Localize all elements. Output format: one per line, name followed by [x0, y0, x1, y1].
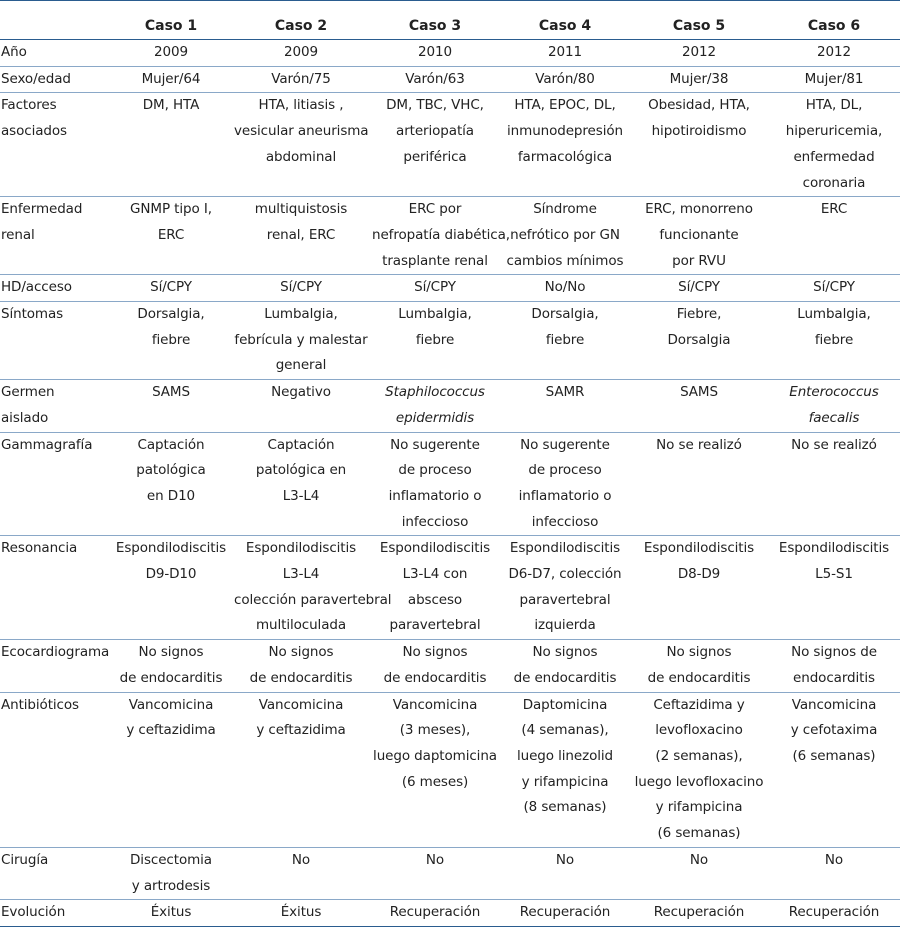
cell-line: absceso [407, 591, 463, 608]
cell-line: 2012 [817, 44, 851, 60]
cell-line: Dorsalgia [667, 331, 731, 348]
table-cell [768, 536, 900, 640]
table-row [0, 900, 900, 927]
cell-line: Vancomicina [258, 696, 344, 713]
cell-line: Mujer/64 [141, 70, 201, 87]
cell-line: de endocarditis [513, 669, 617, 686]
table-cell [370, 40, 500, 67]
cell-line: Ceftazidima y [653, 696, 745, 713]
cell-line: y rifampicina [521, 773, 609, 790]
cell-line: 2012 [682, 44, 716, 60]
cell-line: patológica en [255, 462, 347, 479]
cell-line: nefrótico por GN [510, 226, 620, 243]
cell-line: en D10 [146, 487, 196, 504]
header-cell-caso-6: Caso 6 [768, 13, 900, 40]
table-cell [110, 93, 232, 197]
table-cell [500, 847, 630, 899]
cell-line: multiquistosis [254, 201, 348, 218]
cell-line: Recuperación [788, 904, 880, 921]
cell-line: Sí/CPY [678, 279, 720, 296]
table-cell [110, 640, 232, 692]
cell-line: paravertebral [389, 617, 481, 634]
row-label [0, 432, 110, 536]
cell-line: epidermidis [395, 409, 475, 426]
row-label [0, 536, 110, 640]
table-cell [500, 275, 630, 302]
cell-line: endocarditis [793, 669, 875, 686]
cell-line: inflamatorio o [518, 487, 612, 504]
cell-line: Captación [137, 436, 205, 453]
cell-line: HTA, DL, [805, 97, 863, 114]
table-cell [768, 197, 900, 275]
table-cell [768, 380, 900, 432]
table-cell [768, 640, 900, 692]
cell-line: 2009 [284, 44, 318, 60]
row-label-line: Año [1, 44, 27, 60]
cell-line: y artrodesis [131, 877, 211, 894]
cell-line: No se realizó [656, 436, 742, 453]
cell-line: izquierda [534, 617, 596, 634]
row-label [0, 40, 110, 67]
cell-line: Síndrome [533, 201, 597, 218]
cell-line: (3 meses), [399, 722, 471, 739]
cell-line: Obesidad, HTA, [648, 97, 750, 114]
cell-line: Espondilodiscitis [643, 540, 755, 557]
cell-line: coronaria [802, 174, 866, 191]
cell-line: Discectomia [130, 851, 212, 868]
cell-line: luego daptomicina [373, 747, 497, 764]
row-label-line: Síntomas [1, 306, 64, 323]
table-header [0, 13, 900, 40]
table-cell [370, 847, 500, 899]
cell-line: funcionante [659, 226, 739, 243]
cell-line: (8 semanas) [523, 799, 607, 816]
cell-line: Fiebre, [676, 306, 722, 323]
row-label [0, 640, 110, 692]
table-cell [232, 900, 370, 927]
cell-line: general [275, 357, 327, 374]
table-row [0, 66, 900, 93]
cell-line: Espondilodiscitis [379, 540, 491, 557]
cell-line: Mujer/81 [804, 70, 864, 87]
table-cell [630, 197, 768, 275]
cell-line: fiebre [814, 331, 854, 348]
table-cell [110, 900, 232, 927]
table-cell [110, 275, 232, 302]
table-row [0, 197, 900, 275]
cell-line: levofloxacino [655, 722, 743, 739]
row-label-line: Factores [1, 97, 57, 114]
table-cell [630, 692, 768, 847]
cell-line: por RVU [672, 252, 726, 269]
row-label [0, 93, 110, 197]
cell-line: Recuperación [389, 904, 481, 921]
table-cell [500, 380, 630, 432]
table-cell [370, 66, 500, 93]
table-cell [630, 302, 768, 380]
table-cell [630, 432, 768, 536]
cell-line: No signos de [791, 644, 877, 661]
row-label-line: Sexo/edad [1, 70, 71, 87]
table-cell [500, 640, 630, 692]
cell-line: infeccioso [531, 513, 599, 530]
cell-line: y ceftazidima [256, 722, 346, 739]
table-cell [630, 900, 768, 927]
header-cell-caso-1: Caso 1 [110, 13, 232, 40]
table-cell [370, 536, 500, 640]
cell-line: No [425, 851, 445, 868]
table-cell [768, 302, 900, 380]
header-cell-caso-2: Caso 2 [232, 13, 370, 40]
row-label-line: Cirugía [1, 851, 49, 868]
cell-line: ERC [820, 201, 848, 218]
cell-line: Espondilodiscitis [509, 540, 621, 557]
cell-line: y cefotaxima [790, 722, 878, 739]
row-label-line: Antibióticos [1, 696, 79, 713]
cell-line: cambios mínimos [506, 252, 624, 269]
cell-line: DM, HTA [142, 97, 200, 114]
cell-line: Sí/CPY [280, 279, 322, 296]
cell-line: febrícula y malestar [234, 331, 368, 348]
table-cell [768, 847, 900, 899]
row-label [0, 847, 110, 899]
cell-line: DM, TBC, VHC, [386, 97, 484, 114]
cell-line: (4 semanas), [521, 722, 609, 739]
table-cell [768, 275, 900, 302]
cell-line: SAMS [152, 384, 190, 401]
cell-line: de proceso [528, 462, 602, 479]
table-cell [630, 40, 768, 67]
cell-line: y ceftazidima [126, 722, 216, 739]
table-cell [630, 275, 768, 302]
cell-line: enfermedad [793, 148, 875, 165]
cell-line: No se realizó [791, 436, 877, 453]
table-cell [370, 380, 500, 432]
table-row [0, 93, 900, 197]
table-cell [232, 93, 370, 197]
cell-line: trasplante renal [382, 252, 488, 269]
row-label-line: Enfermedad [1, 201, 83, 218]
cell-line: Varón/75 [271, 70, 331, 87]
table-cell [630, 640, 768, 692]
table-cell [370, 275, 500, 302]
table-row [0, 847, 900, 899]
header-cell-caso-4: Caso 4 [500, 13, 630, 40]
cell-line: Espondilodiscitis [778, 540, 890, 557]
cell-line: L3-L4 [282, 566, 320, 583]
table-cell [500, 40, 630, 67]
cell-line: Sí/CPY [813, 279, 855, 296]
row-label-line: aislado [1, 409, 49, 426]
table-cell [110, 847, 232, 899]
cell-line: No signos [268, 644, 334, 661]
cell-line: Vancomicina [392, 696, 478, 713]
row-label-line: Gammagrafía [1, 436, 93, 453]
table-cell [768, 93, 900, 197]
table-cell [500, 93, 630, 197]
cell-line: GNMP tipo I, [130, 201, 212, 218]
table-cell [232, 302, 370, 380]
table-cell [232, 692, 370, 847]
cell-line: Vancomicina [128, 696, 214, 713]
cell-line: Dorsalgia, [137, 306, 205, 323]
table-cell [500, 692, 630, 847]
cell-line: Staphilococcus [385, 384, 485, 401]
cell-line: inmunodepresión [507, 123, 623, 140]
table-cell [768, 66, 900, 93]
row-label-line: Evolución [1, 904, 66, 921]
cell-line: HTA, litiasis , [258, 97, 344, 114]
table-cell [768, 692, 900, 847]
cell-line: fiebre [151, 331, 191, 348]
cell-line: ERC [157, 226, 185, 243]
cell-line: infeccioso [401, 513, 469, 530]
table-cell [232, 275, 370, 302]
cell-line: Sí/CPY [150, 279, 192, 296]
cell-line: de endocarditis [249, 669, 353, 686]
cell-line: D8-D9 [677, 566, 721, 583]
cell-line: Lumbalgia, [797, 306, 871, 323]
cell-line: Vancomicina [791, 696, 877, 713]
cell-line: arteriopatía [396, 123, 474, 140]
cell-line: Recuperación [519, 904, 611, 921]
table-cell [110, 197, 232, 275]
cell-line: Mujer/38 [669, 70, 729, 87]
table-row [0, 40, 900, 67]
cell-line: No [689, 851, 709, 868]
row-label [0, 197, 110, 275]
table-cell [110, 432, 232, 536]
table-row [0, 275, 900, 302]
row-label-line: renal [1, 226, 35, 243]
cell-line: No sugerente [520, 436, 610, 453]
row-label [0, 275, 110, 302]
cell-line: No [555, 851, 575, 868]
cell-line: renal, ERC [266, 226, 336, 243]
cell-line: Varón/63 [405, 70, 465, 87]
cell-line: Espondilodiscitis [245, 540, 357, 557]
cell-line: abdominal [265, 148, 337, 165]
cell-line: periférica [403, 148, 467, 165]
table-cell [110, 40, 232, 67]
table-cell [630, 93, 768, 197]
table-cell [768, 432, 900, 536]
cell-line: D6-D7, colección [508, 566, 622, 583]
cell-line: patológica [136, 462, 206, 479]
cell-line: vesicular aneurisma [234, 123, 369, 140]
cell-line: hipotiroidismo [651, 123, 747, 140]
cell-line: L3-L4 con [402, 566, 468, 583]
cell-line: HTA, EPOC, DL, [514, 97, 616, 114]
cell-line: farmacológica [517, 148, 613, 165]
cell-line: SAMR [545, 384, 585, 401]
cell-line: luego linezolid [516, 747, 613, 764]
cell-line: L3-L4 [282, 487, 320, 504]
cell-line: paravertebral [519, 591, 611, 608]
cell-line: (6 semanas) [657, 825, 741, 842]
cell-line: No signos [138, 644, 204, 661]
cell-line: hiperuricemia, [785, 123, 883, 140]
cell-line: Lumbalgia, [264, 306, 338, 323]
cell-line: No [291, 851, 311, 868]
table-cell [232, 847, 370, 899]
table-cell [500, 900, 630, 927]
table-top-rule [0, 0, 900, 1]
table-row [0, 302, 900, 380]
cell-line: de endocarditis [119, 669, 223, 686]
row-label [0, 900, 110, 927]
cell-line: No sugerente [390, 436, 480, 453]
table-cell [630, 380, 768, 432]
table-cell [232, 432, 370, 536]
cell-line: Dorsalgia, [531, 306, 599, 323]
header-cell-caso-5: Caso 5 [630, 13, 768, 40]
cell-line: fiebre [545, 331, 585, 348]
table-cell [500, 197, 630, 275]
table-cell [110, 692, 232, 847]
cell-line: No signos [532, 644, 598, 661]
table-cell [500, 432, 630, 536]
row-label [0, 380, 110, 432]
table-cell [370, 197, 510, 275]
cell-line: 2009 [154, 44, 188, 60]
cell-line: luego levofloxacino [634, 773, 764, 790]
table-cell [768, 40, 900, 67]
row-label-line: Resonancia [1, 540, 78, 557]
table-cell [232, 66, 370, 93]
cell-line: fiebre [415, 331, 455, 348]
cell-line: No signos [402, 644, 468, 661]
cell-line: Éxitus [150, 904, 192, 921]
cell-line: Daptomicina [522, 696, 608, 713]
cell-line: faecalis [808, 409, 860, 426]
cell-line: No signos [666, 644, 732, 661]
cell-line: (6 meses) [401, 773, 469, 790]
cell-line: Recuperación [653, 904, 745, 921]
table-cell [768, 900, 900, 927]
row-label [0, 66, 110, 93]
table-cell [500, 536, 630, 640]
cell-line: Enterococcus [789, 384, 879, 401]
cell-line: L5-S1 [815, 566, 853, 583]
table-row [0, 640, 900, 692]
cell-line: colección paravertebral [234, 591, 392, 608]
table-cell [232, 536, 392, 640]
table-cell [630, 66, 768, 93]
cell-line: de proceso [398, 462, 472, 479]
clinical-cases-table [0, 13, 900, 927]
table-cell [370, 432, 500, 536]
cell-line: Captación [267, 436, 335, 453]
table-cell [630, 847, 768, 899]
table-cell [500, 66, 630, 93]
cell-line: de endocarditis [647, 669, 751, 686]
row-label [0, 692, 110, 847]
cell-line: Espondilodiscitis [115, 540, 227, 557]
table-cell [370, 93, 500, 197]
header-row [0, 13, 900, 40]
cell-line: 2011 [548, 44, 582, 60]
cell-line: Lumbalgia, [398, 306, 472, 323]
table-cell [370, 640, 500, 692]
cell-line: ERC, monorreno [645, 201, 753, 218]
cell-line: Sí/CPY [414, 279, 456, 296]
cell-line: Negativo [271, 384, 331, 401]
cell-line: No [824, 851, 844, 868]
table-row [0, 380, 900, 432]
row-label-line: HD/acceso [1, 279, 72, 296]
cell-line: SAMS [680, 384, 718, 401]
table-cell [370, 900, 500, 927]
header-cell-caso-3: Caso 3 [370, 13, 500, 40]
table-cell [110, 536, 232, 640]
cell-line: nefropatía diabética, [372, 226, 510, 243]
cell-line: Éxitus [280, 904, 322, 921]
table-cell [232, 197, 370, 275]
cell-line: multiloculada [255, 617, 347, 634]
table-row [0, 432, 900, 536]
cell-line: Varón/80 [535, 70, 595, 87]
cell-line: ERC por [408, 201, 462, 218]
header-cell-corner [0, 13, 110, 40]
table-cell [232, 380, 370, 432]
row-label-line: Ecocardiograma [1, 644, 110, 661]
table-cell [370, 302, 500, 380]
cell-line: D9-D10 [145, 566, 197, 583]
row-label-line: Germen [1, 384, 55, 401]
table-body [0, 40, 900, 927]
cell-line: y rifampicina [655, 799, 743, 816]
table-cell [232, 40, 370, 67]
table-cell [110, 66, 232, 93]
table-row [0, 536, 900, 640]
row-label-line: asociados [1, 123, 67, 140]
cell-line: No/No [544, 279, 586, 296]
table-cell [110, 380, 232, 432]
cell-line: 2010 [418, 44, 452, 60]
cell-line: de endocarditis [383, 669, 487, 686]
cell-line: (6 semanas) [792, 747, 876, 764]
cell-line: (2 semanas), [655, 747, 743, 764]
row-label [0, 302, 110, 380]
table-row [0, 692, 900, 847]
table-cell [630, 536, 768, 640]
cell-line: inflamatorio o [388, 487, 482, 504]
table-cell [232, 640, 370, 692]
table-cell [110, 302, 232, 380]
table-cell [370, 692, 500, 847]
table-cell [500, 302, 630, 380]
